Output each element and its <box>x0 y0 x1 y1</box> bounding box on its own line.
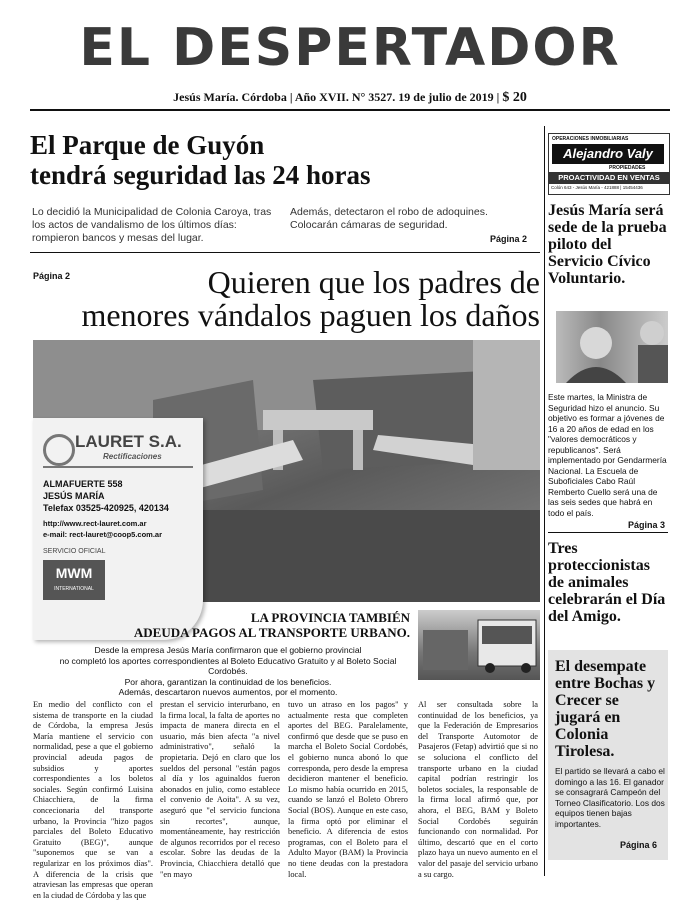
main-headline-line2: menores vándalos paguen los daños <box>81 297 540 333</box>
bus-graphic <box>418 610 540 680</box>
mwm-logo <box>43 560 105 600</box>
dateline: Jesús María. Córdoba | Año XVII. N° 3527. 19 de julio de 2019 | $ 20 <box>173 90 527 105</box>
main-page-ref: Página 2 <box>33 271 71 281</box>
sidebar-story1-body: Este martes, la Ministra de Seguridad hizo el anuncio. Su objetivo es formar a jóvenes de 16 a 20 años de edad en los "valores democráticos y republicanos". Será implementado por Gendarmería Nacional. La Escuela de Suboficiales Cabo Raúl Remberto Cuello será una de las seis sedes que habrá en todo el país. <box>548 392 667 518</box>
article-column-4: Al ser consultada sobre la continuidad de los beneficios, ya que la Federación de Empresarios del Transporte Automotor de Pasajeros (Fetap) advirtió que si no se soluciona el conflicto del transporte urbano en la ciudad capital podrían restringir los boletos sociales, la responsable de la firma local afirmó que, por ahora, el BEG, BAM y Boleto Social Cordobés seguirán funcionando con normalidad. Por último, descartó que en el corto plazo haya un nuevo aumento en el valor del pasaje del servicio urbano a su cargo. <box>418 700 538 879</box>
lauret-city: JESÚS MARÍA <box>43 491 105 501</box>
alejandro-slogan: PROACTIVIDAD EN VENTAS <box>549 172 669 184</box>
summary-line3: Por ahora, garantizan la continuidad de los beneficios. <box>124 676 332 687</box>
lauret-tagline: Rectificaciones <box>103 452 162 461</box>
lauret-online <box>43 518 162 540</box>
sidebar-story3-body: El partido se llevará a cabo el domingo a las 16. El ganador se consagrará Campeón del Torneo Clasificatorio. Los dos equipos tienen bajas importantes. <box>555 766 665 829</box>
alejandro-sub: PROPIEDADES <box>609 165 646 171</box>
mwm-brand: MWM <box>55 565 93 581</box>
dateline-price: $ 20 <box>502 90 527 105</box>
lead-deck-right: Además, detectaron el robo de adoquines. Colocarán cámaras de seguridad. <box>290 206 488 231</box>
main-headline-line1: Quieren que los padres de <box>207 264 540 300</box>
alejandro-brand: Alejandro Valy <box>552 144 664 164</box>
lauret-phone: Telefax 03525-420925, 420134 <box>43 503 169 513</box>
transport-summary <box>40 645 416 698</box>
lauret-logo-icon <box>43 434 75 466</box>
sidebar-story2-headline: Tres proteccionistas de animales celebrarán el Día del Amigo. <box>548 540 666 625</box>
lead-headline <box>30 130 500 190</box>
masthead-title: EL DESPERTADOR <box>79 18 621 78</box>
sidebar-story1-headline: Jesús María será sede de la prueba piloto del Servicio Cívico Voluntario. <box>548 202 667 287</box>
minister-photo <box>556 311 668 383</box>
dateline-location: Jesús María. Córdoba <box>173 90 287 104</box>
mwm-sub: INTERNATIONAL <box>54 586 94 592</box>
lauret-contact <box>43 478 169 514</box>
dateline-issue: Año XVII. N° 3527. 19 de julio de 2019 <box>294 90 494 104</box>
lauret-brand: LAURET S.A. <box>75 432 182 451</box>
lauret-service: SERVICIO OFICIAL <box>43 548 106 555</box>
lead-headline-line2: tendrá seguridad las 24 horas <box>30 160 371 190</box>
divider <box>30 252 540 253</box>
lauret-ad[interactable] <box>33 418 203 640</box>
masthead-rule <box>30 109 670 111</box>
article-column-1: En medio del conflicto con el sistema de transporte en la ciudad de Córdoba, la empresa Jesús María mantiene el servicio con normalidad, pese a que el gobierno provincial adeuda pagos de subsidios y aportes correspondientes a los boletos sociales. Según confirmó Luisina Chiacchiera, de la firma concecionaria del transporte urbano, la Provincia "hizo pagos parciales del Boleto Educativo Gratuito (BEG)", aunque "suponemos que se van a regularizar en los próximos días". A diferencia de la crisis que atraviesan las empresas que operan en la ciudad de Córdoba y las que <box>33 700 153 900</box>
sidebar-story3-headline: El desempate entre Bochas y Crecer se jugará en Colonia Tirolesa. <box>555 658 656 760</box>
sidebar-story1-page: Página 3 <box>628 520 666 530</box>
sidebar-story3-page: Página 6 <box>620 840 658 850</box>
lauret-email[interactable]: e-mail: rect-lauret@coop5.com.ar <box>43 530 163 539</box>
article-column-3: tuvo un atraso en los pagos" y actualmente resta que completen aportes del BEG. Paralelamente, confirmó que desde que se puso en marcha el Boleto Social Cordobés, el gobierno nunca abonó lo que corresponda, pero desde la empresa decidieron mantener el beneficio. Lo mismo había ocurrido en 2015, cuando se lanzó el Boleto Obrero Social (BOS). Aunque en este caso, la firma optó por eliminar el beneficio. A diferencia de estos programas, con el Boleto para el Adulto Mayor (BAM) la Provincia no tiene deudas con la prestadora local. <box>288 700 408 879</box>
subhead-line1: LA PROVINCIA TAMBIÉN <box>250 610 410 625</box>
lead-headline-line1: El Parque de Guyón <box>30 130 265 160</box>
sidebar-divider <box>544 126 545 876</box>
transport-subhead <box>130 610 410 640</box>
sidebar-rule-1 <box>548 532 668 533</box>
summary-line1: Desde la empresa Jesús María confirmaron que el gobierno provincial <box>94 645 362 655</box>
lauret-address: ALMAFUERTE 558 <box>43 479 123 489</box>
lead-page-ref: Página 2 <box>490 234 528 244</box>
alejandro-valy-ad[interactable] <box>548 133 670 195</box>
main-headline <box>40 266 540 332</box>
summary-line4: Además, descartaron nuevos aumentos, por el momento. <box>118 687 338 697</box>
lauret-logo <box>43 432 193 468</box>
lead-deck-left: Lo decidió la Municipalidad de Colonia Caroya, tras los actos de vandalismo de los últimos días: rompieron bancos y mesas del lugar. <box>32 206 272 244</box>
alejandro-address: Colón 643 - Jesús María - 421888 | 15454436 <box>551 185 643 190</box>
subhead-line2: ADEUDA PAGOS AL TRANSPORTE URBANO. <box>133 625 410 640</box>
bus-photo <box>418 610 540 680</box>
lauret-web[interactable]: http://www.rect-lauret.com.ar <box>43 519 147 528</box>
alejandro-top: OPERACIONES INMOBILIARIAS <box>552 136 629 142</box>
summary-line2: no completó los aportes correspondientes al Boleto Educativo Gratuito y al Boleto Social Cordobés. <box>59 655 397 676</box>
article-column-2: prestan el servicio interurbano, en la firma local, la falta de aportes no impacta de manera directa en el usuario, más bien afecta "a nivel administrativo", señaló la propietaria. Dejó en claro que los sueldos del personal "están pagos al día y los aguinaldos fueron abonados en julio, como establece el convenio de Aoita". A su vez, aseguró que "el servicio funciona sin recortes", aunque, momentáneamente, hay restricción de algunos recorridos por el receso escolar. Sobre las deudas de la Provincia, Chiacchiera detalló que "en mayo <box>160 700 280 879</box>
minister-photo-graphic <box>556 311 668 383</box>
